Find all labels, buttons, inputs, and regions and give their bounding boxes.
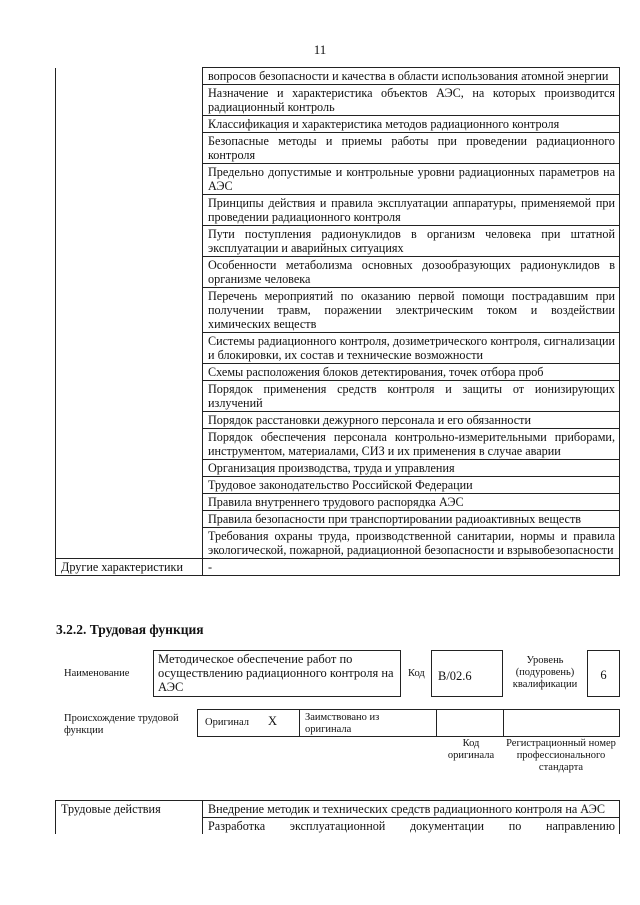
knowledge-item: Требования охраны труда, производственной санитарии, нормы и правила экологической, пожарной, радиационной безопасности и взрывобезопасности <box>203 528 620 559</box>
knowledge-table <box>55 67 620 576</box>
action-row: Внедрение методик и технических средств радиационного контроля на АЭС <box>203 801 620 818</box>
level-box <box>587 650 620 697</box>
origin-divider-2 <box>436 709 437 737</box>
code-value: В/02.6 <box>438 669 472 683</box>
code-label: Код <box>408 668 425 679</box>
reg-caption: Регистрационный номер профессионального стандарта <box>506 738 616 773</box>
action-row: Разработка эксплуатационной документации по направлению <box>203 818 620 835</box>
knowledge-item: Трудовое законодательство Российской Федерации <box>203 477 620 494</box>
actions-label: Трудовые действия <box>56 801 203 835</box>
knowledge-item: Схемы расположения блоков детектирования, точек отбора проб <box>203 364 620 381</box>
knowledge-item: Системы радиационного контроля, дозиметрического контроля, сигнализации и блокировки, их состав и технические возможности <box>203 333 620 364</box>
knowledge-label-cell <box>56 68 203 559</box>
knowledge-item: Организация производства, труда и управления <box>203 460 620 477</box>
level-label: Уровень (подуровень) квалификации <box>512 655 578 690</box>
section-heading: 3.2.2. Трудовая функция <box>56 622 204 637</box>
knowledge-item: Предельно допустимые и контрольные уровни радиационных параметров на АЭС <box>203 164 620 195</box>
name-label: Наименование <box>64 668 130 679</box>
level-value: 6 <box>600 668 607 682</box>
knowledge-item: Безопасные методы и приемы работы при проведении радиационного контроля <box>203 133 620 164</box>
knowledge-item: Особенности метаболизма основных дозообразующих радионуклидов в организме человека <box>203 257 620 288</box>
function-name-box <box>153 650 401 697</box>
origin-divider-3 <box>503 709 504 737</box>
borrowed-label: Заимствовано из оригинала <box>305 712 380 735</box>
knowledge-item: Порядок расстановки дежурного персонала и его обязанности <box>203 412 620 429</box>
page-number: 11 <box>313 42 327 57</box>
original-label: Оригинал <box>205 717 249 728</box>
knowledge-item: Перечень мероприятий по оказанию первой помощи пострадавшим при получении травм, поражении электрическим током и воздействии химических веществ <box>203 288 620 333</box>
knowledge-item: Порядок обеспечения персонала контрольно-измерительными приборами, инструментом, материалами, СИЗ и их применения в случае аварии <box>203 429 620 460</box>
knowledge-item: Правила внутреннего трудового распорядка АЭС <box>203 494 620 511</box>
knowledge-item: Правила безопасности при транспортировании радиоактивных веществ <box>203 511 620 528</box>
knowledge-item: Пути поступления радионуклидов в организм человека при штатной эксплуатации и аварийных ситуациях <box>203 226 620 257</box>
knowledge-item: Назначение и характеристика объектов АЭС, на которых производится радиационный контроль <box>203 85 620 116</box>
other-characteristics-value: - <box>203 559 620 576</box>
function-name-value: Методическое обеспечение работ по осуществлению радиационного контроля на АЭС <box>158 652 394 694</box>
knowledge-item: Порядок применения средств контроля и защиты от ионизирующих излучений <box>203 381 620 412</box>
actions-table <box>55 800 620 834</box>
code-box <box>431 650 503 697</box>
origin-grid <box>197 709 620 737</box>
other-characteristics-label: Другие характеристики <box>56 559 203 576</box>
original-mark: X <box>268 714 278 728</box>
knowledge-item: Классификация и характеристика методов радиационного контроля <box>203 116 620 133</box>
knowledge-item: вопросов безопасности и качества в области использования атомной энергии <box>203 68 620 85</box>
origin-divider-1 <box>299 709 300 737</box>
code-caption: Код оригинала <box>447 738 495 761</box>
knowledge-item: Принципы действия и правила эксплуатации аппаратуры, применяемой при проведении радиационного контроля <box>203 195 620 226</box>
origin-label: Происхождение трудовой функции <box>64 713 179 736</box>
